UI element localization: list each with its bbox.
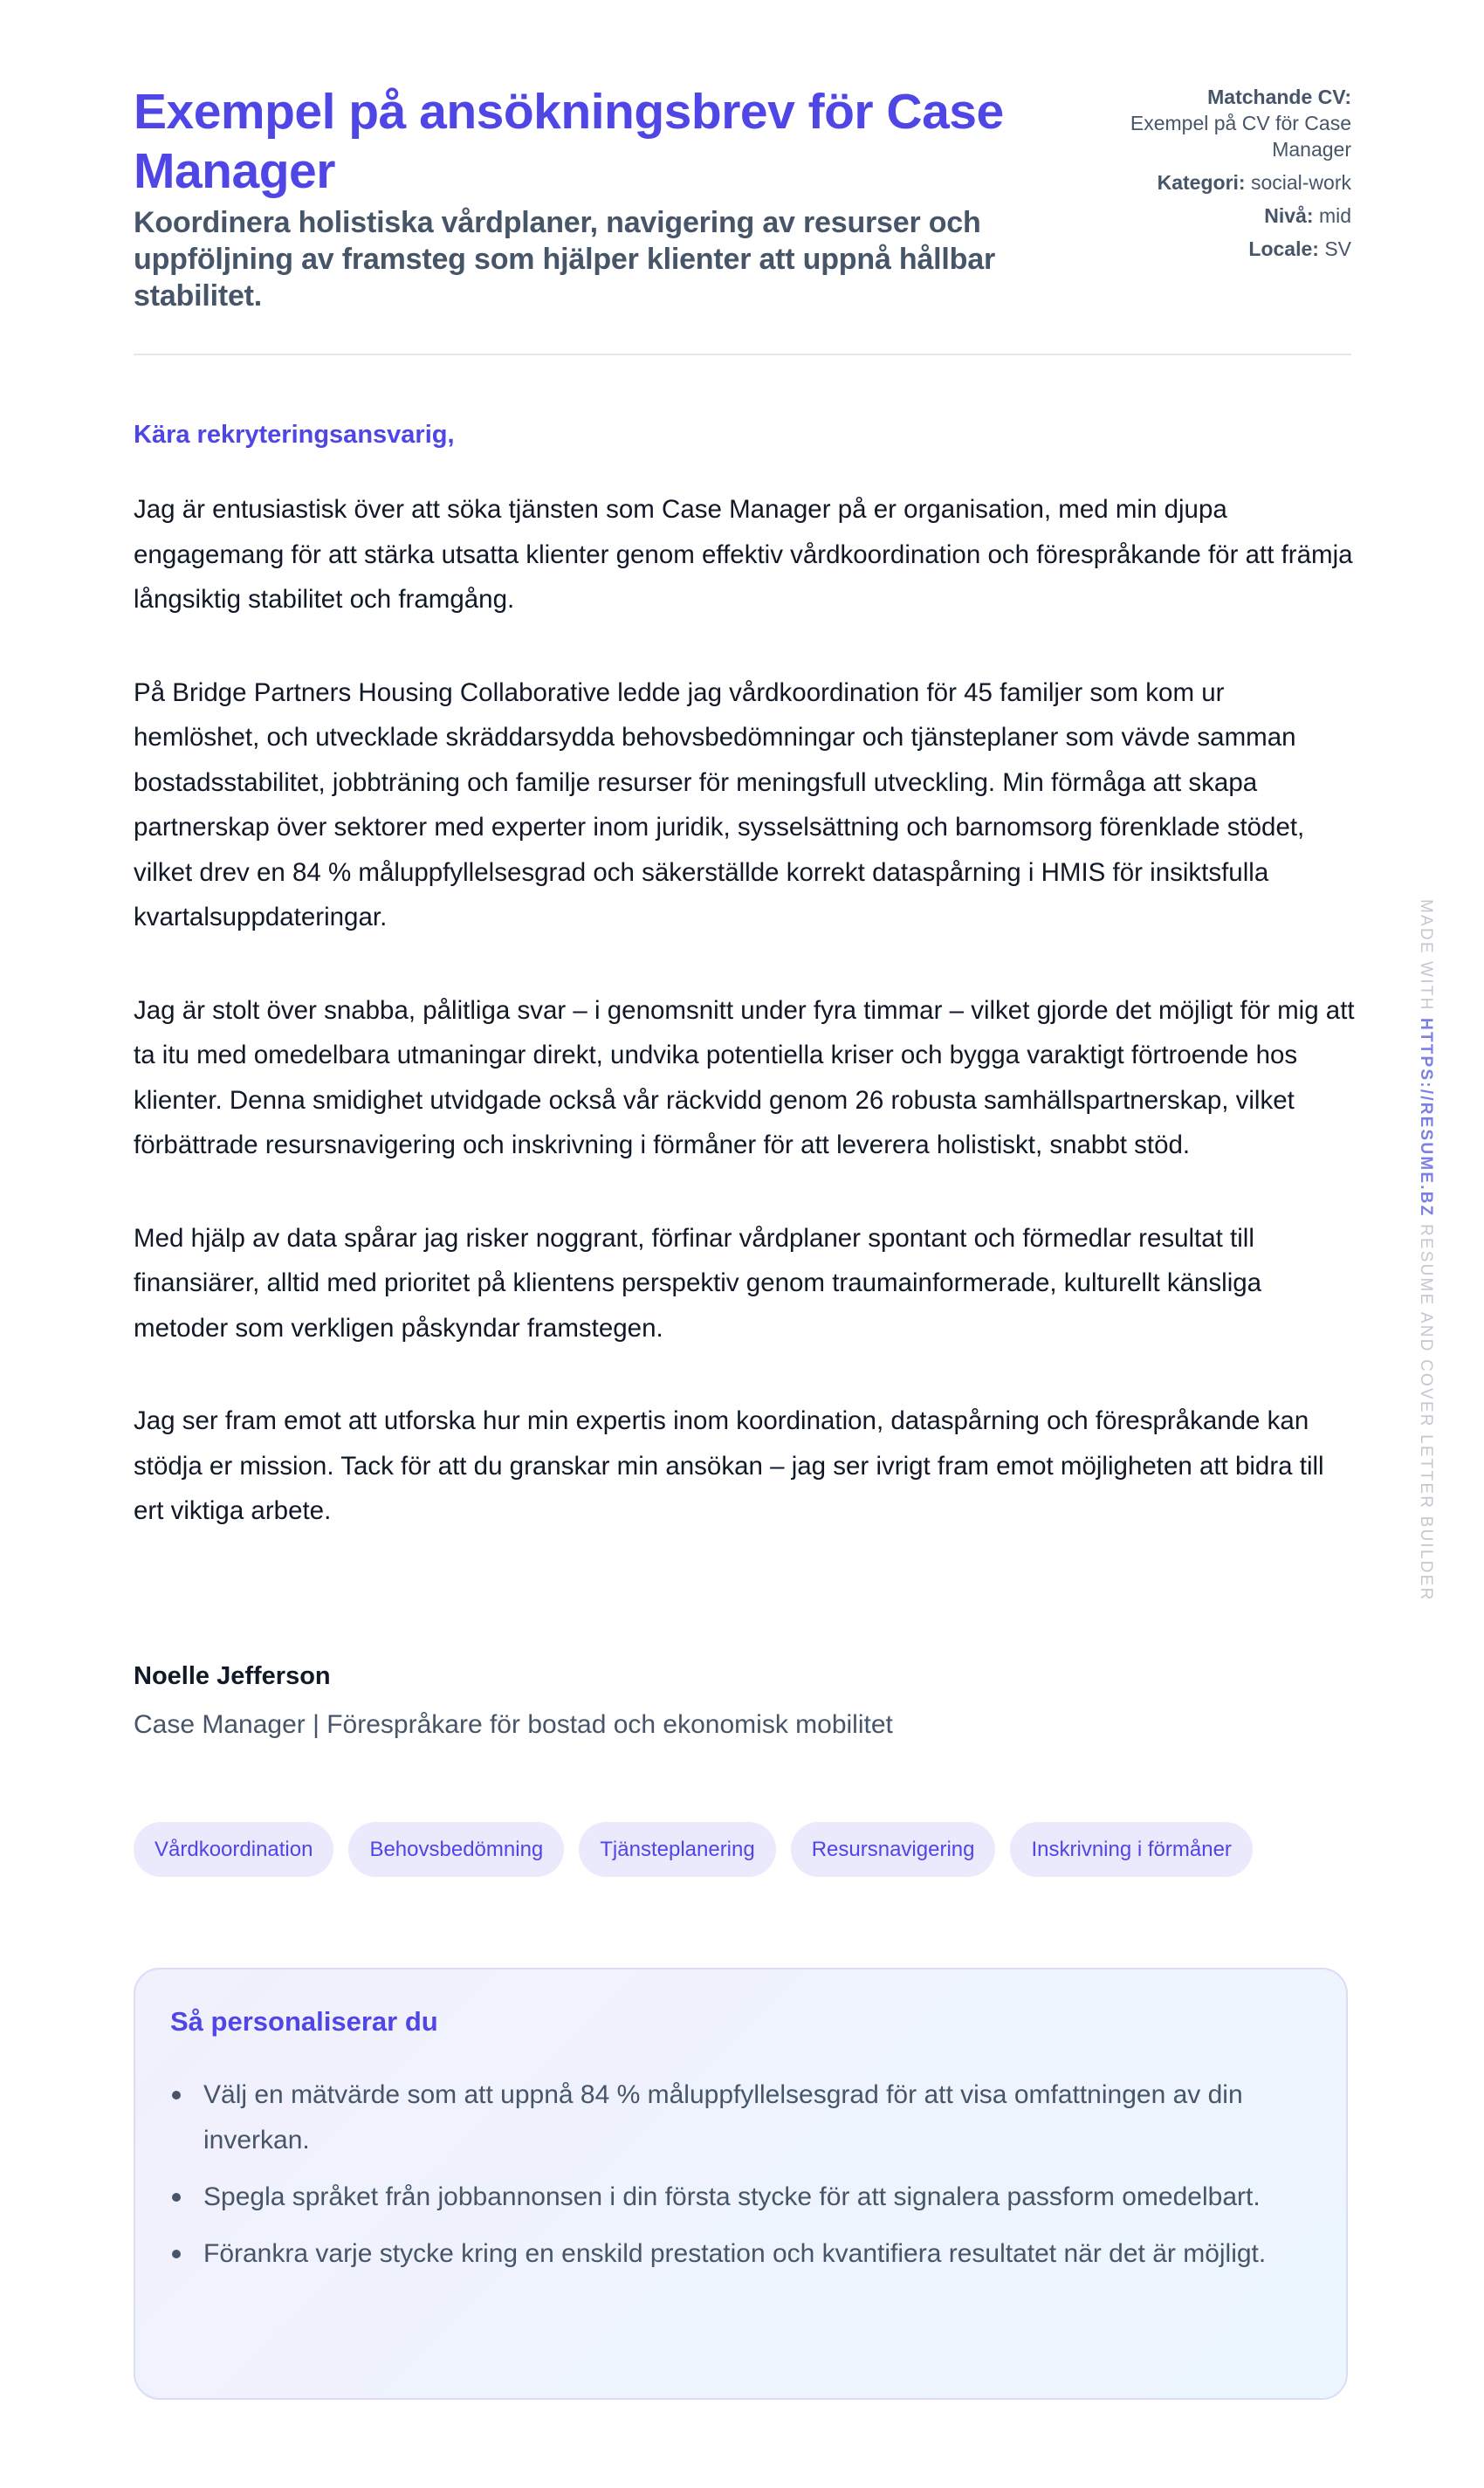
page-subtitle: Koordinera holistiska vårdplaner, navigering av resurser och uppföljning av framsteg som hjälper klienter att uppnå hållbar stabilitet.	[134, 206, 995, 313]
vertical-watermark	[1407, 899, 1442, 1615]
skill-tags	[134, 1822, 1253, 1877]
meta-cv-link[interactable]: Exempel på CV för Case Manager	[1130, 112, 1351, 161]
tips-item-text: Spegla språket från jobbannonsen i din första stycke för att signalera passform omedelbart.	[203, 2182, 1261, 2211]
letter-paragraph: Jag är stolt över snabba, pålitliga svar – i genomsnitt under fyra timmar – vilket gjorde det möjligt för mig att ta itu med omedelbara utmaningar direkt, undvika potentiella kriser och bygga varaktigt förtroende hos klienter. Denna smidighet utvidgade också vår räckvidd genom 26 robusta samhällspartnerskap, vilket förbättrade resursnavigering och inskrivning i förmåner för att leverera holistiskt, snabbt stöd.	[134, 995, 1355, 1159]
tips-item	[170, 2231, 1323, 2277]
skill-tag: Behovsbedömning	[348, 1822, 564, 1877]
meta-matching-cv	[1089, 84, 1351, 162]
personalization-tips	[134, 1968, 1348, 2400]
signature-role: Case Manager | Förespråkare för bostad och ekonomisk mobilitet	[134, 1710, 893, 1739]
watermark-link[interactable]: HTTPS://RESUME.BZ	[1417, 1018, 1435, 1218]
watermark-prefix: MADE WITH	[1417, 899, 1435, 1012]
letter-greeting: Kära rekryteringsansvarig,	[134, 421, 455, 449]
signature-name: Noelle Jefferson	[134, 1662, 331, 1690]
header-divider	[134, 354, 1351, 355]
page-title: Exempel på ansökningsbrev för Case Manager	[134, 84, 1004, 199]
tips-item-text: Välj en mätvärde som att uppnå 84 % måluppfyllelsesgrad för att visa omfattningen av din inverkan.	[203, 2080, 1243, 2155]
meta-level	[1089, 203, 1351, 229]
letter-body	[134, 487, 1356, 1582]
tips-item-text: Förankra varje stycke kring en enskild prestation och kvantifiera resultatet när det är möjligt.	[203, 2239, 1267, 2268]
skill-tag: Vårdkoordination	[134, 1822, 333, 1877]
bullet-icon	[172, 2250, 181, 2258]
page-header	[134, 82, 1351, 335]
watermark-suffix: RESUME AND COVER LETTER BUILDER	[1417, 1223, 1435, 1602]
letter-paragraph: Med hjälp av data spårar jag risker noggrant, förfinar vårdplaner spontant och förmedlar resultat till finansiärer, alltid med prioritet på klientens perspektiv genom traumainformerade, kulturellt känsliga metoder som verkligen påskyndar framstegen.	[134, 1223, 1262, 1343]
meta-panel	[1089, 84, 1351, 269]
skill-tag: Resursnavigering	[791, 1822, 996, 1877]
tips-item	[170, 2072, 1323, 2163]
meta-category	[1089, 169, 1351, 196]
letter-paragraph: Jag ser fram emot att utforska hur min expertis inom koordination, dataspårning och förespråkande kan stödja er mission. Tack för att du granskar min ansökan – jag ser ivrigt fram emot möjligheten att bidra till ert viktiga arbete.	[134, 1406, 1324, 1525]
meta-locale	[1089, 236, 1351, 262]
meta-level-label: Nivå:	[1264, 204, 1314, 227]
meta-level-value: mid	[1318, 204, 1351, 227]
tips-title: Så personaliserar du	[170, 2006, 438, 2037]
meta-locale-label: Locale:	[1248, 237, 1319, 260]
skill-tag: Tjänsteplanering	[579, 1822, 775, 1877]
letter-paragraph: Jag är entusiastisk över att söka tjänsten som Case Manager på er organisation, med min djupa engagemang för att stärka utsatta klienter genom effektiv vårdkoordination och förespråkande för att främja långsiktig stabilitet och framgång.	[134, 495, 1353, 614]
signature-block	[134, 1659, 893, 1742]
bullet-icon	[172, 2193, 181, 2202]
title-block	[134, 82, 1111, 314]
skill-tag: Inskrivning i förmåner	[1010, 1822, 1252, 1877]
watermark-text	[1414, 899, 1437, 1601]
tips-list	[170, 2072, 1323, 2288]
tips-item	[170, 2175, 1323, 2220]
meta-cv-label: Matchande CV:	[1207, 86, 1351, 108]
meta-locale-value: SV	[1324, 237, 1351, 260]
letter-paragraph: På Bridge Partners Housing Collaborative ledde jag vårdkoordination för 45 familjer som kom ur hemlöshet, och utvecklade skräddarsydda behovsbedömningar och tjänsteplaner som vävde samman bostadsstabilitet, jobbträning och familje resurser för meningsfull utveckling. Min förmåga att skapa partnerskap över sektorer med experter inom juridik, sysselsättning och barnomsorg förenklade stödet, vilket drev en 84 % måluppfyllelsesgrad och säkerställde korrekt dataspårning i HMIS för insiktsfulla kvartalsuppdateringar.	[134, 677, 1305, 931]
bullet-icon	[172, 2091, 181, 2100]
meta-category-label: Kategori:	[1157, 171, 1246, 194]
meta-category-value: social-work	[1250, 171, 1351, 194]
